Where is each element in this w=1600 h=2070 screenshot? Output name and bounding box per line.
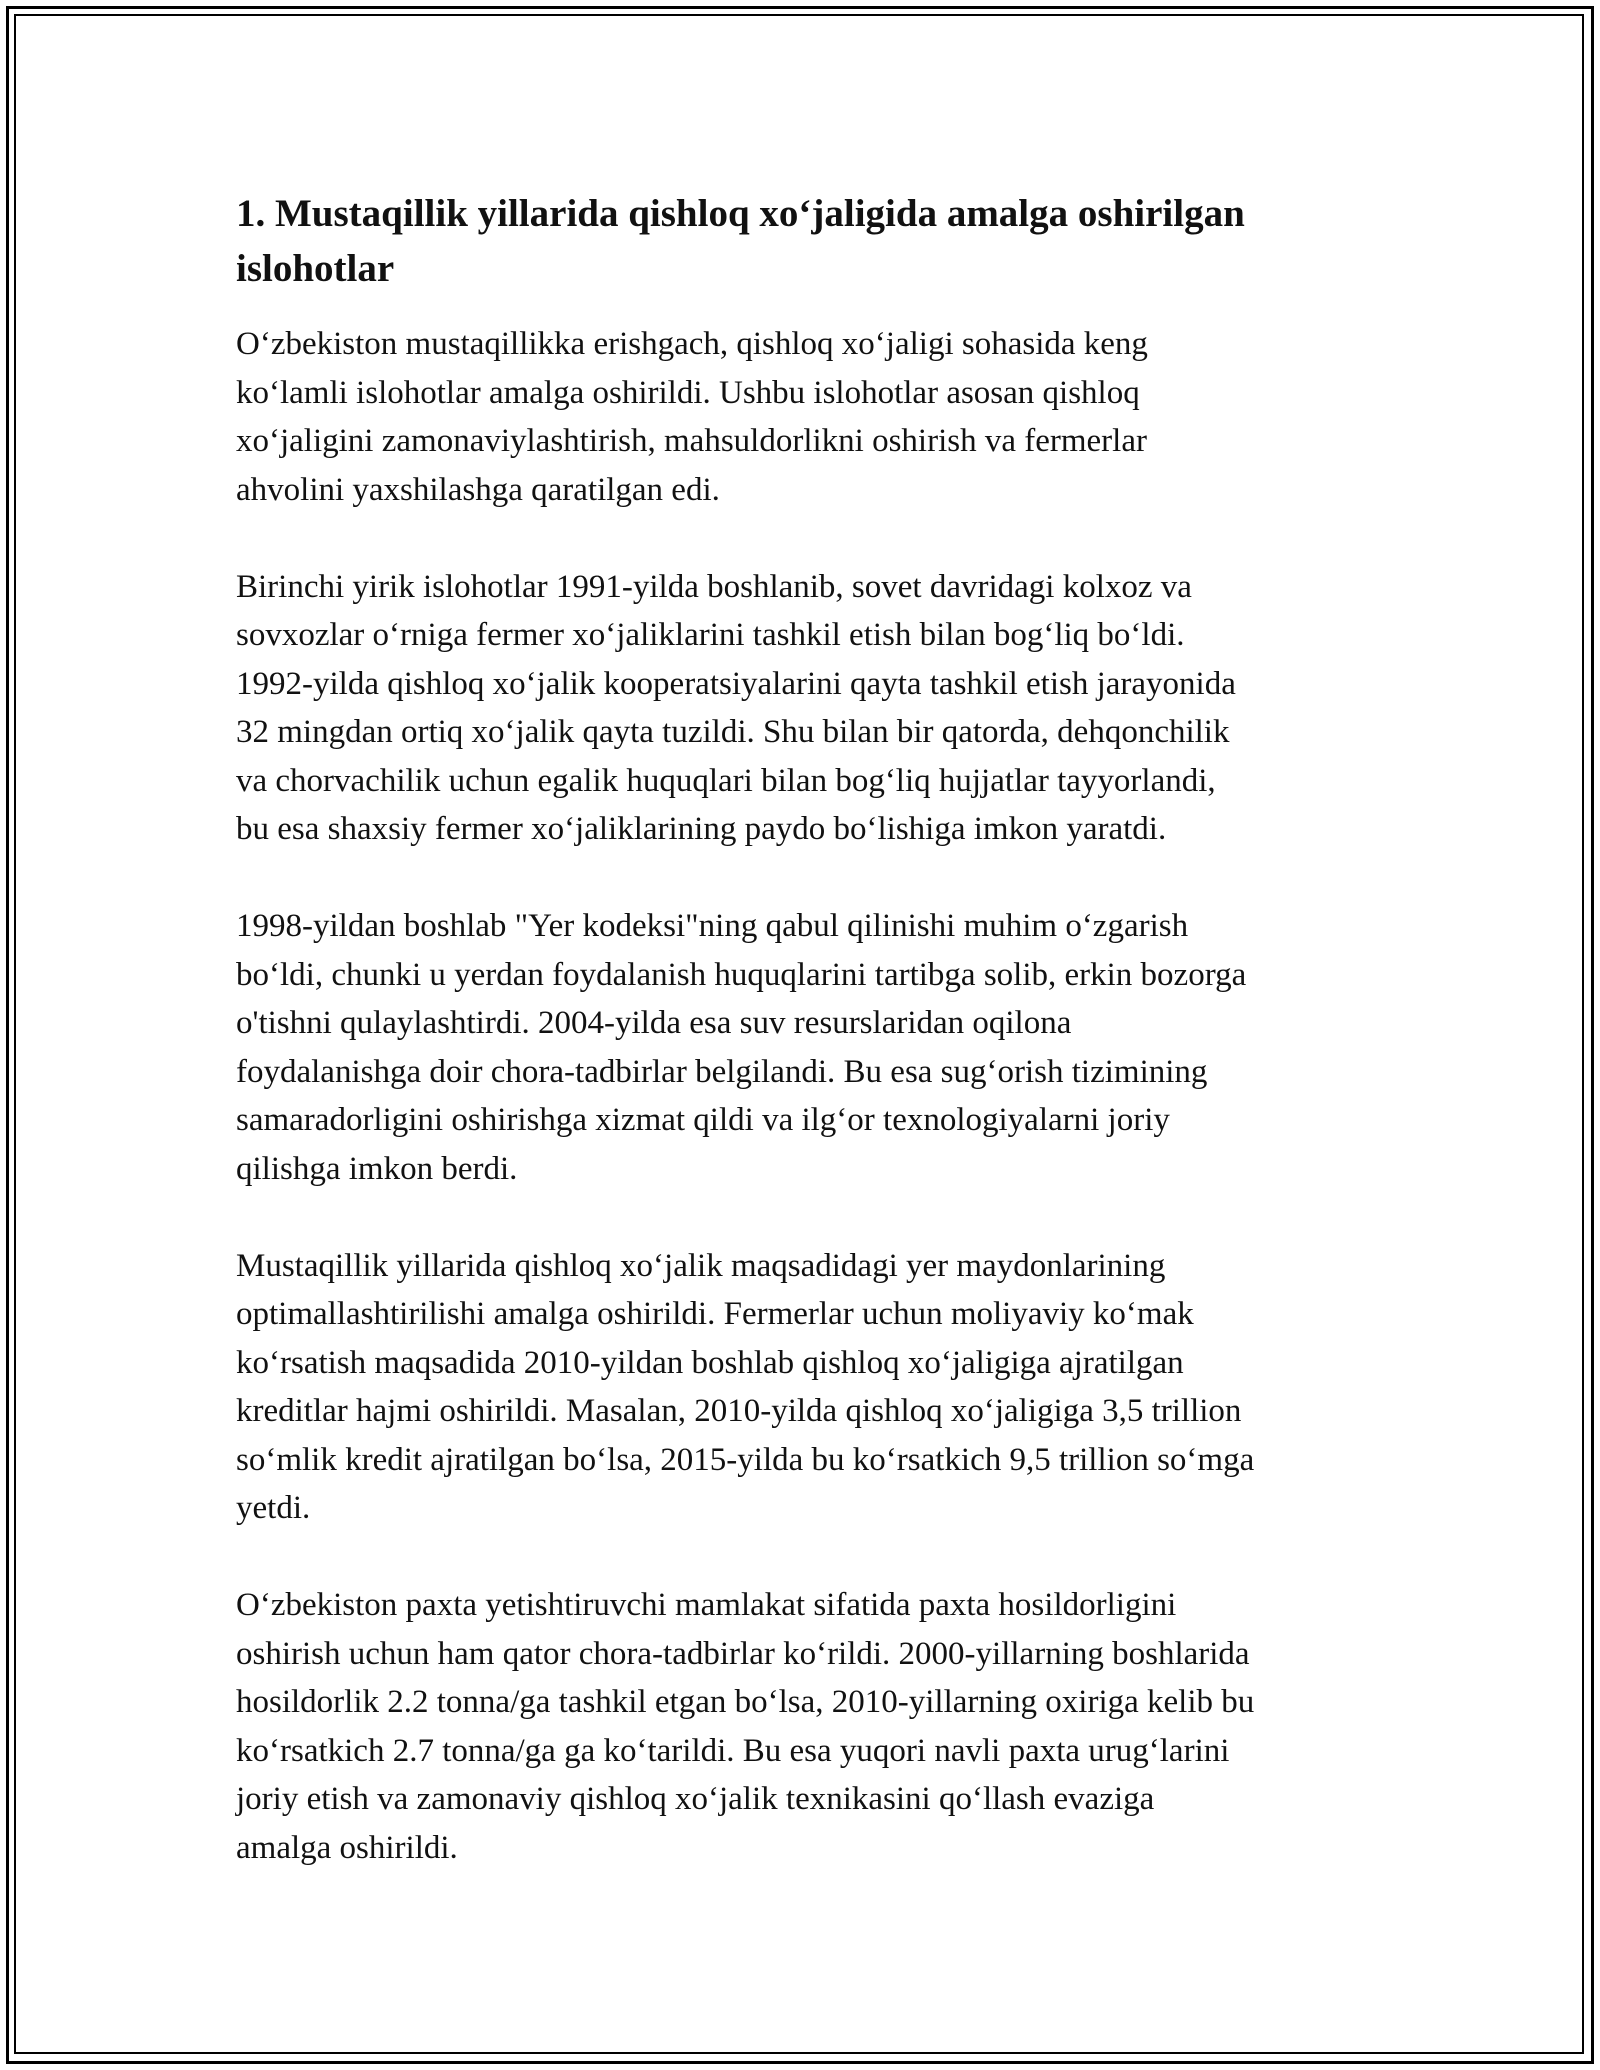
document-body [236,186,1376,1921]
heading-line: 1. Mustaqillik yillarida qishloq xo‘jaligida amalga oshirilgan [236,192,1245,235]
paragraph-line: amalga oshirildi. [236,1829,458,1866]
paragraph-line: sovxozlar o‘rniga fermer xo‘jaliklarini tashkil etish bilan bog‘liq bo‘ldi. [236,617,1185,653]
heading-line: islohotlar [236,247,395,290]
paragraph-line: o'tishni qulaylashtirdi. 2004-yilda esa suv resurslaridan oqilona [236,1005,1072,1041]
paragraph-line: O‘zbekiston mustaqillikka erishgach, qishloq xo‘jaligi sohasida keng [236,326,1148,362]
paragraph-line: ko‘lamli islohotlar amalga oshirildi. Ushbu islohotlar asosan qishloq [236,374,1140,411]
paragraph-line: oshirish uchun ham qator chora-tadbirlar ko‘rildi. 2000-yillarning boshlarida [236,1635,1250,1672]
paragraph-3 [236,902,1376,1193]
paragraph-line: ko‘rsatish maqsadida 2010-yildan boshlab qishloq xo‘jaligiga ajratilgan [236,1344,1184,1381]
paragraph-line: optimallashtirilishi amalga oshirildi. Fermerlar uchun moliyaviy ko‘mak [236,1296,1194,1332]
paragraph-line: xo‘jaligini zamonaviylashtirish, mahsuldorlikni oshirish va fermerlar [236,423,1147,459]
paragraph-line: samaradorligini oshirishga xizmat qildi va ilg‘or texnologiyalarni joriy [236,1102,1170,1138]
paragraph-4 [236,1242,1376,1533]
paragraph-line: yetdi. [236,1490,311,1526]
paragraph-line: kreditlar hajmi oshirildi. Masalan, 2010-yilda qishloq xo‘jaligiga 3,5 trillion [236,1393,1242,1429]
paragraph-2 [236,563,1376,854]
section-heading [236,186,1376,296]
paragraph-line: ahvolini yaxshilashga qaratilgan edi. [236,471,720,508]
paragraph-line: Birinchi yirik islohotlar 1991-yilda boshlanib, sovet davridagi kolxoz va [236,568,1192,605]
paragraph-line: va chorvachilik uchun egalik huquqlari bilan bog‘liq hujjatlar tayyorlandi, [236,762,1216,799]
paragraph-line: Mustaqillik yillarida qishloq xo‘jalik maqsadidagi yer maydonlarining [236,1247,1166,1284]
paragraph-line: 1992-yilda qishloq xo‘jalik kooperatsiyalarini qayta tashkil etish jarayonida [236,665,1236,702]
paragraph-line: 1998-yildan boshlab "Yer kodeksi"ning qabul qilinishi muhim o‘zgarish [236,908,1189,944]
paragraph-line: so‘mlik kredit ajratilgan bo‘lsa, 2015-yilda bu ko‘rsatkich 9,5 trillion so‘mga [236,1441,1255,1478]
paragraph-line: qilishga imkon berdi. [236,1150,518,1187]
paragraph-line: O‘zbekiston paxta yetishtiruvchi mamlakat sifatida paxta hosildorligini [236,1587,1177,1623]
paragraph-1 [236,320,1376,514]
paragraph-line: bo‘ldi, chunki u yerdan foydalanish huquqlarini tartibga solib, erkin bozorga [236,956,1247,993]
paragraph-line: hosildorlik 2.2 tonna/ga tashkil etgan bo‘lsa, 2010-yillarning oxiriga kelib bu [236,1684,1255,1720]
paragraph-line: foydalanishga doir chora-tadbirlar belgilandi. Bu esa sug‘orish tizimining [236,1053,1208,1090]
paragraph-line: ko‘rsatkich 2.7 tonna/ga ga ko‘tarildi. Bu esa yuqori navli paxta urug‘larini [236,1732,1230,1769]
paragraph-line: 32 mingdan ortiq xo‘jalik qayta tuzildi. Shu bilan bir qatorda, dehqonchilik [236,714,1230,750]
paragraph-line: joriy etish va zamonaviy qishloq xo‘jalik texnikasini qo‘llash evaziga [236,1781,1155,1817]
paragraph-5 [236,1581,1376,1872]
paragraph-line: bu esa shaxsiy fermer xo‘jaliklarining paydo bo‘lishiga imkon yaratdi. [236,811,1167,847]
